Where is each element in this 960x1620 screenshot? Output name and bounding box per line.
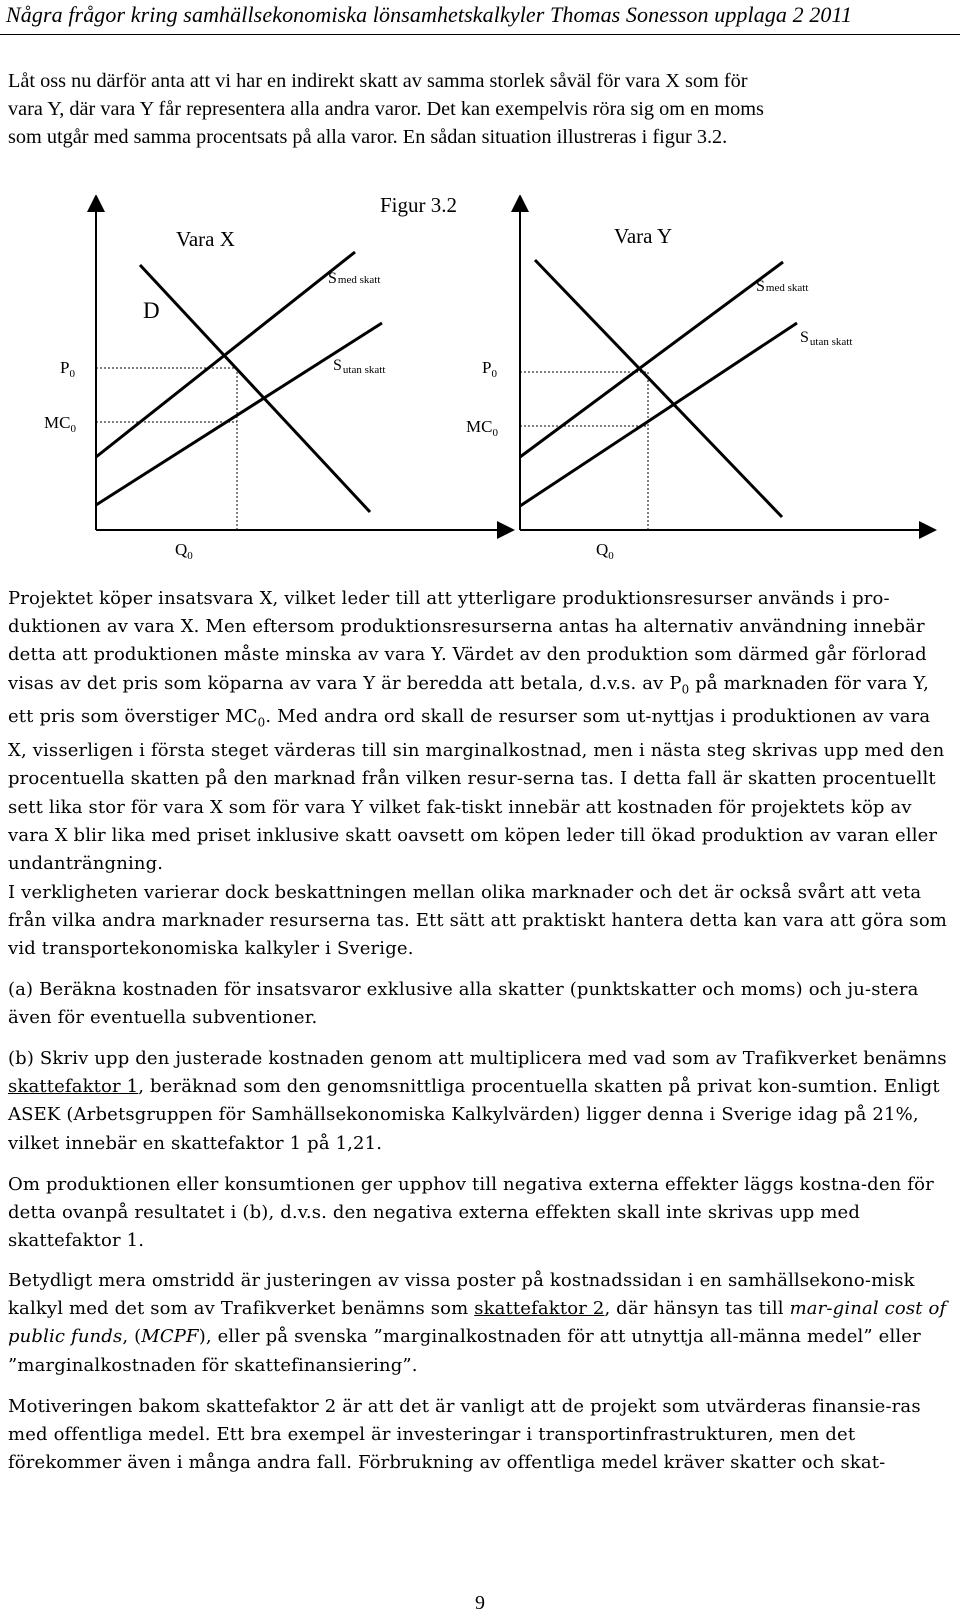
intro-line-3: som utgår med samma procentsats på alla varor. En sådan situation illustreras i figur 3.2. — [8, 126, 728, 149]
header-rule — [0, 34, 960, 35]
intro-line-1: Låt oss nu därför anta att vi har en indirekt skatt av samma storlek såväl för vara X som för — [8, 70, 748, 92]
left-s-utan-skatt-label: Sutan skatt — [333, 357, 386, 376]
supply-demand-diagram — [0, 195, 960, 590]
demand-label: D — [143, 298, 160, 323]
paragraph-6: Betydligt mera omstridd är justeringen av vissa poster på kostnadssidan i en samhällsekono-misk kalkyl med det som av Trafikverket benämns som skattefaktor 2, där hänsyn tas till mar-ginal cost of public funds, (MCPF), eller på svenska ”marginalkostnaden för att utnyttja all-männa medel” eller ”marginalkostnaden för skattefinansiering”. — [8, 1270, 947, 1376]
right-demand-curve — [535, 260, 782, 517]
skattefaktor-2-term: skattefaktor 2 — [474, 1298, 605, 1320]
running-header: Några frågor kring samhällsekonomiska lönsamhetskalkyler Thomas Sonesson upplaga 2 2011 — [6, 2, 853, 27]
left-title: Vara X — [176, 227, 235, 251]
skattefaktor-1-term: skattefaktor 1 — [8, 1076, 139, 1098]
right-s-med-skatt-label: Smed skatt — [756, 278, 809, 295]
right-mc0-label: $MC_0$ — [466, 417, 498, 439]
paragraph-7: Motiveringen bakom skattefaktor 2 är att det är vanligt att de projekt som utvärderas finansie-ras med offentliga medel. Ett bra exempel är investeringar i transportinfrastrukturen, men det förekommer även i många andra fall. Förbrukning av offentliga medel kräver skatter och skat- — [8, 1396, 921, 1474]
panel-vara-x — [44, 203, 506, 562]
right-supply-without-tax — [520, 323, 797, 506]
right-q0-label: $Q_0$ — [596, 540, 614, 562]
left-s-med-skatt-label: Smed skatt — [328, 270, 381, 287]
paragraph-1: Projektet köper insatsvara X, vilket leder till att ytterligare produktionsresurser används i pro-duktionen av vara X. Men eftersom produktionsresurserna antas ha alternativ användning innebär detta att produktionen måste minska av vara Y. Värdet av den produktion som därmed går förlorad visas av det pris som köparna av vara Y är beredda att betala, d.v.s. av $P_0$ på marknaden för vara Y, ett pris som överstiger $MC_0$. Med andra ord skall de resurser som ut-nyttjas i produktionen av vara X, visserligen i första steget värderas till sin marginalkostnad, men i nästa steg skrivas upp med den procentuella skatten på den marknad från vilken resur-serna tas. I detta fall är skatten procentuellt sett lika stor för vara X som för vara Y vilket fak-tiskt innebär att kostnaden för projektets köp av vara X blir lika med priset inklusive skatt oavsett om köpen leder till ökad produktion av varan eller undanträngning. — [8, 588, 945, 875]
figure-caption: Figur 3.2 — [380, 195, 458, 217]
panel-vara-y — [466, 203, 928, 562]
right-title: Vara Y — [614, 224, 673, 248]
intro-line-2: vara Y, där vara Y får representera alla andra varor. Det kan exempelvis röra sig om en moms — [8, 98, 764, 121]
left-mc0-label: $MC_0$ — [44, 413, 76, 435]
left-supply-with-tax — [96, 252, 355, 457]
figure-3-2 — [0, 195, 960, 590]
intro-paragraph — [8, 67, 948, 152]
left-q0-label: $Q_0$ — [175, 540, 193, 562]
page-number: 9 — [475, 1592, 485, 1614]
left-demand-curve — [140, 265, 370, 512]
right-p0-label: $P_0$ — [482, 358, 497, 380]
right-s-utan-skatt-label: Sutan skatt — [800, 329, 853, 348]
paragraph-5: Om produktionen eller konsumtionen ger upphov till negativa externa effekter läggs kostna-den för detta ovanpå resultatet i (b), d.v.s. den negativa externa effekten skall inte skrivas upp med skattefaktor 1. — [8, 1174, 934, 1252]
left-p0-label: $P_0$ — [60, 358, 75, 380]
paragraph-4: (b) Skriv upp den justerade kostnaden genom att multiplicera med vad som av Trafikverket benämns skattefaktor 1, beräknad som den genomsnittliga procentuella skatten på privat kon-sumtion. Enligt ASEK (Arbetsgruppen för Samhällsekonomiska Kalkylvärden) ligger denna i Sverige idag på 21%, vilket innebär en skattefaktor 1 på 1,21. — [8, 1048, 947, 1154]
paragraph-3: (a) Beräkna kostnaden för insatsvaror exklusive alla skatter (punktskatter och moms) och ju-stera även för eventuella subventioner. — [8, 979, 919, 1029]
paragraph-2: I verkligheten varierar dock beskattningen mellan olika marknader och det är också svårt att veta från vilka andra marknader resurserna tas. Ett sätt att praktiskt hantera detta kan vara att göra som vid transportekonomiska kalkyler i Sverige. — [8, 882, 948, 960]
